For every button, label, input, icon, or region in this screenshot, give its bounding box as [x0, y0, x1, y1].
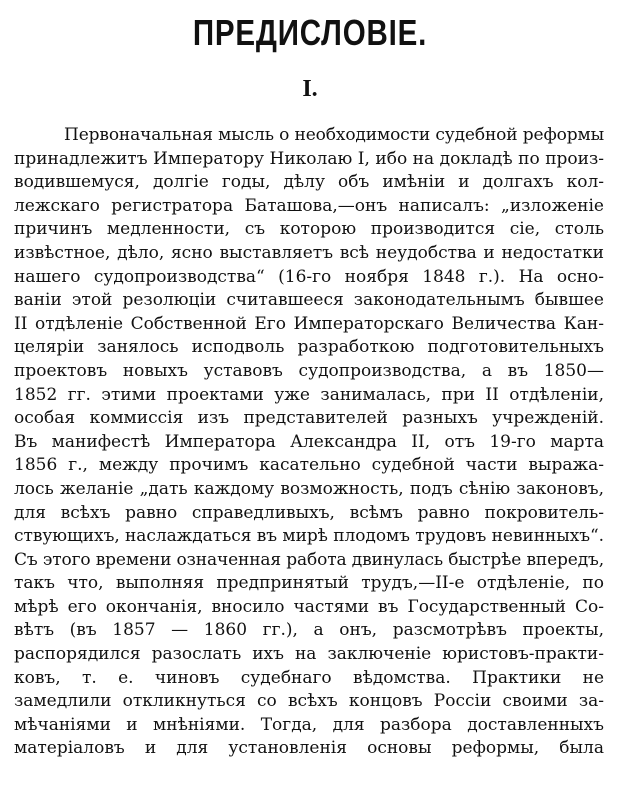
text-line: извѣстное, дѣло, ясно выставляетъ всѣ неудобства и недостатки — [14, 242, 604, 263]
text-line: лежскаго регистратора Баташова,—онъ написалъ: „изложеніе — [14, 195, 604, 216]
text-line: водившемуся, долгіе годы, дѣлу объ имѣніи и долгахъ кол- — [14, 172, 604, 193]
text-line: ковъ, т. е. чиновъ судебнаго вѣдомства. Практики не — [14, 667, 604, 688]
text-line: мѣрѣ его окончанія, вносило частями въ Государственный Со- — [14, 596, 604, 617]
section-number: I. — [302, 76, 318, 102]
text-line: Съ этого времени означенная работа двинулась быстрѣе впередъ, — [14, 549, 604, 570]
text-line: причинъ медленности, съ которою производится сіе, столь — [14, 219, 604, 240]
text-line: проектовъ новыхъ уставовъ судопроизводства, а въ 1850— — [14, 360, 604, 381]
text-line: 1856 г., между прочимъ касательно судебной части выража- — [14, 455, 604, 476]
text-line: распорядился разослать ихъ на заключеніе юристовъ-практи- — [14, 644, 604, 665]
text-line: особая коммиссія изъ представителей разныхъ учрежденій. — [14, 408, 604, 429]
text-line: 1852 гг. этими проектами уже занималась, при II отдѣленіи, — [14, 384, 604, 405]
text-line: Первоначальная мысль о необходимости судебной реформы — [64, 125, 604, 145]
text-line: вѣтъ (въ 1857 — 1860 гг.), а онъ, разсмотрѣвъ проекты, — [14, 620, 604, 641]
text-line: ваніи этой резолюціи считавшееся законодательнымъ бывшее — [14, 290, 604, 311]
page-title: ПРЕДИСЛОВІЕ. — [192, 12, 428, 53]
text-line: нашего судопроизводства“ (16-го ноября 1848 г.). На осно- — [14, 266, 604, 287]
text-line: II отдѣленіе Собственной Его Императорскаго Величества Кан- — [14, 313, 604, 334]
body-text — [14, 124, 604, 761]
text-line: матеріаловъ и для установленія основы реформы, была — [14, 738, 604, 759]
text-line: лось желаніе „дать каждому возможность, подъ сѣнію законовъ, — [14, 478, 604, 499]
text-line: ствующихъ, наслаждаться въ мирѣ плодомъ трудовъ невинныхъ“. — [14, 526, 604, 547]
text-line: замедлили откликнуться со всѣхъ концовъ Россіи своими за- — [14, 691, 604, 712]
text-line: Въ манифестѣ Императора Александра II, отъ 19-го марта — [14, 431, 604, 452]
text-line: принадлежитъ Императору Николаю I, ибо на докладѣ по произ- — [14, 148, 604, 169]
text-line: мѣчаніями и мнѣніями. Тогда, для разбора доставленныхъ — [14, 714, 604, 735]
text-line: для всѣхъ равно справедливыхъ, всѣмъ равно покровитель- — [14, 502, 604, 523]
text-line: такъ что, выполняя предпринятый трудъ,—II-е отдѣленіе, по — [14, 573, 604, 594]
text-line: целяріи занялось исподволь разработкою подготовительныхъ — [14, 337, 604, 358]
